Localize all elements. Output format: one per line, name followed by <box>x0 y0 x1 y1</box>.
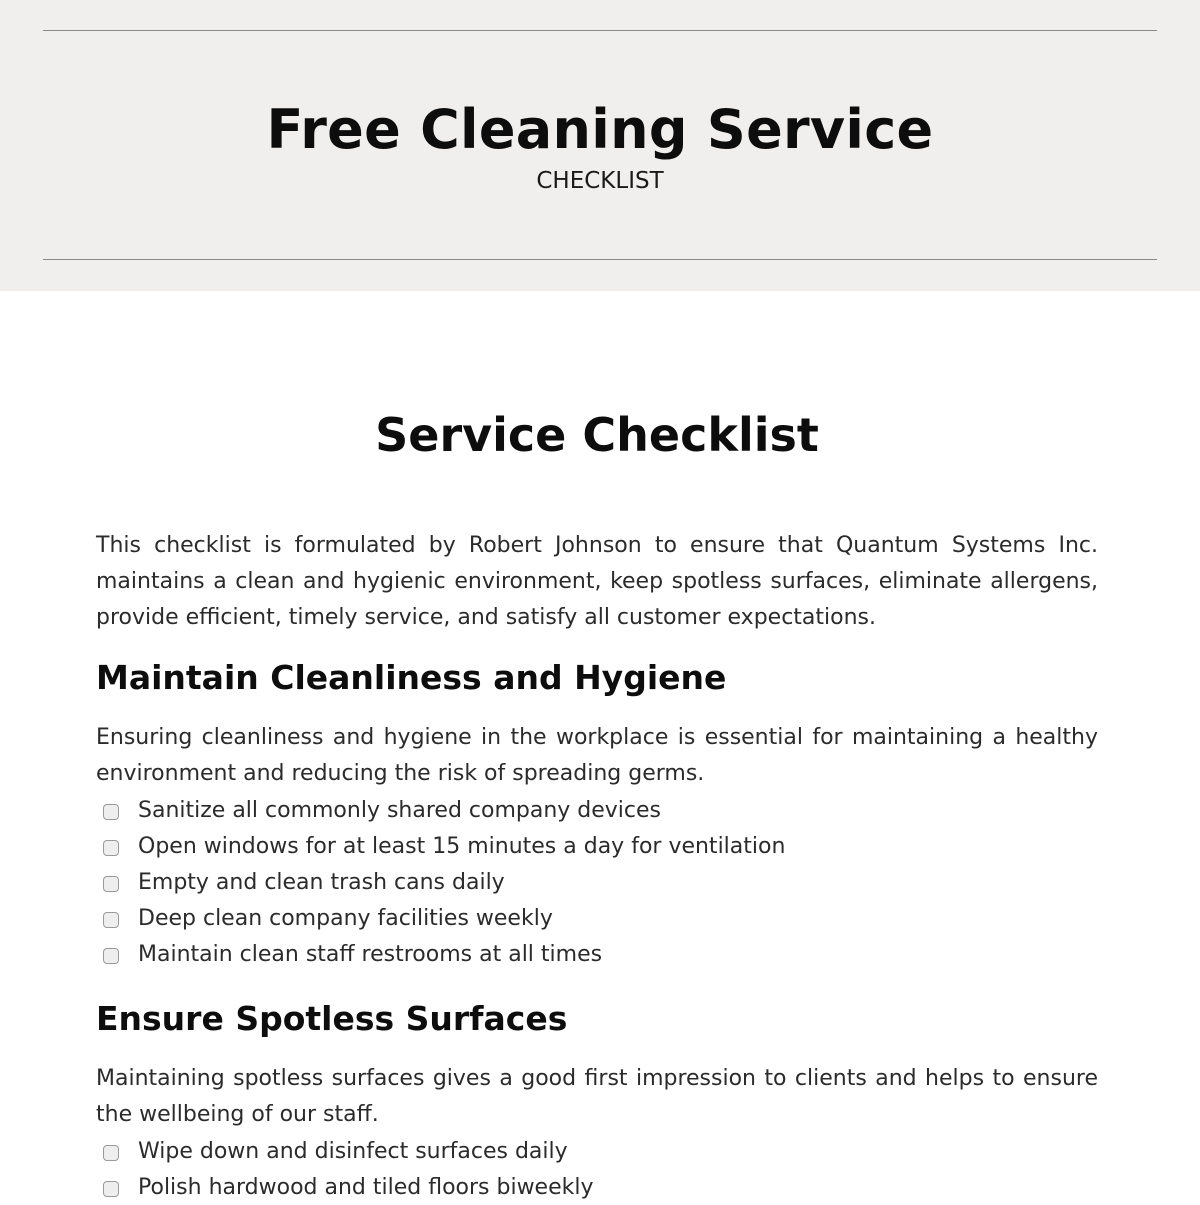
document-title: Free Cleaning Service <box>266 98 934 161</box>
main-content <box>96 400 1098 1200</box>
checkbox[interactable] <box>103 1145 119 1161</box>
page-heading: Service Checklist <box>375 408 819 462</box>
checkbox[interactable] <box>103 876 119 892</box>
section-description: Maintaining spotless surfaces gives a good first impression to clients and helps to ensure the wellbeing of our staff. <box>96 1066 1098 1127</box>
checklist-item-label: Deep clean company facilities weekly <box>138 905 553 931</box>
section-description: Ensuring cleanliness and hygiene in the workplace is essential for maintaining a healthy environment and reducing the risk of spreading germs. <box>96 725 1098 786</box>
checkbox[interactable] <box>103 804 119 820</box>
checklist-item[interactable] <box>96 864 1098 900</box>
checklist-item-label: Polish hardwood and tiled floors biweekly <box>138 1174 594 1200</box>
intro-paragraph: This checklist is formulated by Robert Johnson to ensure that Quantum Systems Inc. maintains a clean and hygienic environment, keep spotless surfaces, eliminate allergens, provide efficient, timely service, and satisfy all customer expectations. <box>96 533 1098 630</box>
checklist-item-label: Maintain clean staff restrooms at all times <box>138 941 603 967</box>
header-band <box>0 0 1200 291</box>
section-spotless-surfaces <box>96 997 1098 1205</box>
document-subtitle: CHECKLIST <box>536 168 664 194</box>
checkbox[interactable] <box>103 912 119 928</box>
checklist <box>96 1133 1098 1205</box>
checklist-item-label: Wipe down and disinfect surfaces daily <box>138 1138 568 1164</box>
checklist-item[interactable] <box>96 828 1098 864</box>
checklist-item[interactable] <box>96 900 1098 936</box>
checklist-item-label: Sanitize all commonly shared company devices <box>138 797 662 823</box>
header-bottom-divider <box>43 259 1157 260</box>
section-heading: Maintain Cleanliness and Hygiene <box>96 658 727 697</box>
checkbox[interactable] <box>103 1181 119 1197</box>
checklist <box>96 792 1098 972</box>
header-top-divider <box>43 30 1157 31</box>
checkbox[interactable] <box>103 948 119 964</box>
section-heading: Ensure Spotless Surfaces <box>96 999 568 1038</box>
checklist-item-label: Open windows for at least 15 minutes a day for ventilation <box>138 833 786 859</box>
checklist-item[interactable] <box>96 792 1098 828</box>
checkbox[interactable] <box>103 840 119 856</box>
checklist-item[interactable] <box>96 936 1098 972</box>
checklist-item-label: Empty and clean trash cans daily <box>138 869 505 895</box>
checklist-item[interactable] <box>96 1133 1098 1169</box>
section-cleanliness-hygiene <box>96 656 1098 972</box>
